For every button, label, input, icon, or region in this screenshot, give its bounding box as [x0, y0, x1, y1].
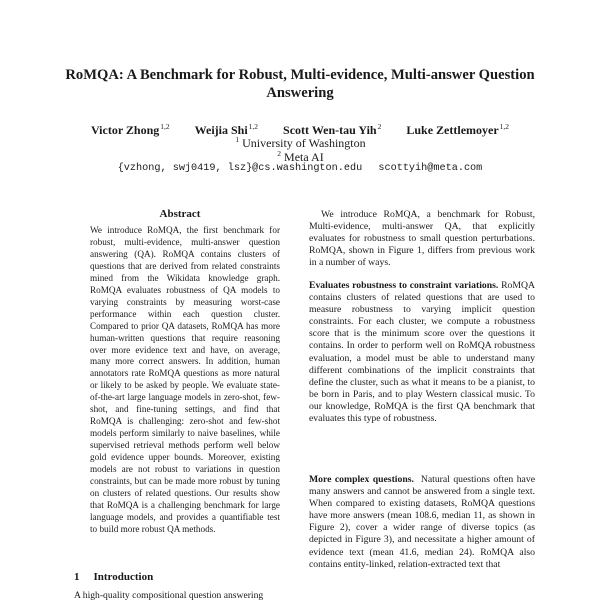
title-line-1: RoMQA: A Benchmark for Robust, Multi-evidence, Multi-answer Question — [65, 67, 535, 83]
author-1: Victor Zhong$^{1,2}$ — [90, 122, 170, 137]
paragraph-body-robustness: RoMQA contains clusters of related questions that are used to measure robustness to varying implicit question constraints. For each cluster, we compute a robustness score that is the minimum score over the questions it contains. In order to perform well on RoMQA robustness evaluation, a model must be able to understand many different combinations of the implicit constraints that define the cluster, such as what it means to be a pianist, to be born in Paris, and to play Western classical music. To our knowledge, RoMQA is the first QA benchmark that evaluates this type of robustness. — [309, 280, 535, 425]
paper-title — [40, 66, 560, 102]
author-4: Luke Zettlemoyer$^{1,2}$ — [406, 122, 510, 137]
email-1: {vzhong, swj0419, lsz}@cs.washington.edu — [117, 163, 363, 174]
paragraph-body-complex: Natural questions often have many answers and cannot be answered from a single text. When compared to existing datasets, RoMQA questions have more answers (mean 108.6, median 11, as shown in Figure 2), cover a wider range of diverse topics (as depicted in Figure 3), and necessitate a higher amount of evidence text (mean 41.6, median 24). RoMQA also contains entity-linked, relation-extracted text that — [309, 474, 535, 570]
right-paragraph-1: We introduce RoMQA, a benchmark for Robust, Multi-evidence, multi-answer QA, that explicitly evaluates for robustness to small question perturbations. RoMQA, shown in Figure 1, differs from previous work in a number of ways. — [309, 209, 535, 269]
affiliation-1: $^1$ University of Washington — [235, 135, 366, 150]
section-number: 1 — [74, 571, 80, 583]
paragraph-lead-robustness: Evaluates robustness to constraint variations. — [309, 280, 499, 291]
right-paragraph-2 — [309, 280, 535, 425]
abstract-body: We introduce RoMQA, the first benchmark for robust, multi-evidence, multi-answer question answering (QA). RoMQA contains clusters of questions that are derived from related constraints mined from the Wikidata knowledge graph. RoMQA evaluates robustness of QA models to varying constraints by measuring worst-case performance within each question cluster. Compared to prior QA datasets, RoMQA has more human-written questions that require reasoning over more evidence text and have, on average, many more correct answers. In addition, human annotators rate RoMQA questions as more natural or likely to be asked by people. We evaluate state-of-the-art large language models in zero-shot, few-shot, and fine-tuning settings, and find that RoMQA is challenging: zero-shot and few-shot models perform similarly to naive baselines, while supervised retrieval methods perform well below gold evidence upper bounds. Moreover, existing models are not robust to variations in question constraints, but can be made more robust by tuning on clusters of related questions. Our results show that RoMQA is a challenging benchmark for large language models, and provides a quantifiable test to build more robust QA methods. — [90, 225, 280, 534]
email-2: scottyih@meta.com — [378, 163, 483, 174]
abstract-heading: Abstract — [159, 208, 201, 220]
right-paragraph-3 — [309, 474, 535, 571]
section-title: Introduction — [93, 571, 154, 583]
author-3: Scott Wen-tau Yih$^2$ — [283, 122, 382, 137]
affiliation-2: $^2$ Meta AI — [277, 149, 324, 164]
author-2: Weijia Shi$^{1,2}$ — [194, 122, 259, 137]
paragraph-lead-complex: More complex questions. — [309, 474, 414, 485]
title-line-2: Answering — [266, 85, 334, 101]
author-emails — [40, 162, 560, 175]
intro-first-line: A high-quality compositional question answering — [74, 590, 264, 600]
section-heading-introduction — [74, 571, 153, 583]
